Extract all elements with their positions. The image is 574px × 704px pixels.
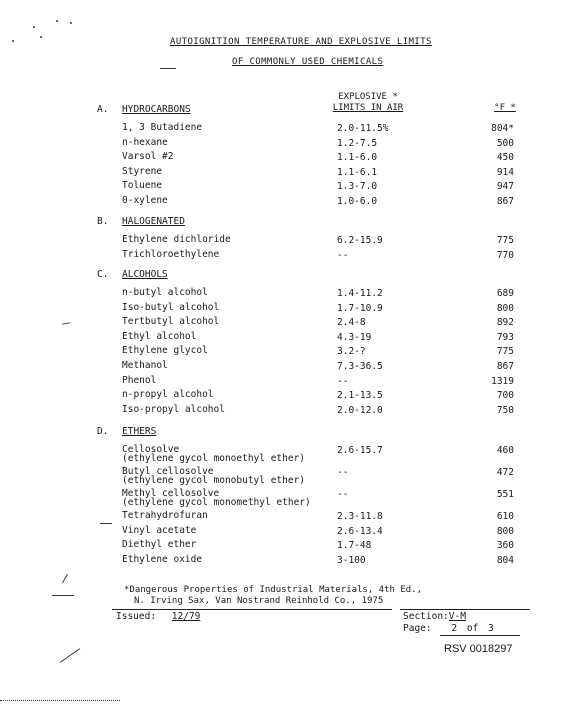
chemical-name: 0-xylene: [122, 195, 168, 206]
chemical-name: Ethyl alcohol: [122, 330, 197, 342]
autoignition-temp: 892: [496, 317, 514, 329]
autoignition-temp: 1319: [491, 375, 514, 387]
page-field-rule: [440, 635, 520, 636]
chemical-name: Ethylene oxide: [122, 553, 203, 565]
scan-speck: [12, 40, 14, 42]
section-field: [403, 611, 466, 622]
autoignition-temp: 500: [496, 137, 514, 149]
scan-speck: [70, 22, 72, 24]
chemical-name: Diethyl ether: [122, 539, 197, 551]
limits-column-header: [322, 92, 414, 114]
footnote-line2: N. Irving Sax, Van Nostrand Reinhold Co., 1975: [134, 596, 384, 606]
explosive-limits: --: [337, 489, 349, 500]
section-label: Section:: [403, 611, 449, 622]
explosive-limits: 1.3-7.0: [337, 181, 378, 193]
autoignition-temp: 770: [496, 249, 514, 261]
autoignition-temp: 804: [496, 554, 514, 566]
chemical-name: Toluene: [122, 180, 163, 192]
section-value: V-M: [448, 611, 466, 622]
autoignition-temp: 793: [496, 331, 514, 343]
chemical-name: Iso-butyl alcohol: [122, 301, 220, 313]
scan-mark: [160, 68, 176, 69]
explosive-limits: 1.7-48: [337, 540, 372, 552]
chemical-name: Iso-propyl alcohol: [122, 403, 225, 415]
chemical-name: Ethylene glycol: [122, 345, 208, 357]
document-title: AUTOIGNITION TEMPERATURE AND EXPLOSIVE LIMITS: [170, 37, 432, 47]
chemical-name: Methanol: [122, 360, 168, 371]
document-subtitle: OF COMMONLY USED CHEMICALS: [232, 57, 384, 67]
section-letter: C.: [97, 269, 109, 280]
scan-mark: [60, 648, 80, 663]
explosive-limits: 7.3-36.5: [337, 361, 383, 372]
autoignition-temp: 800: [496, 302, 514, 314]
explosive-limits: 2.3-11.8: [337, 511, 383, 522]
limits-header-line2: LIMITS IN AIR: [332, 103, 404, 113]
chemical-name: Trichloroethylene: [122, 248, 220, 260]
explosive-limits: --: [337, 375, 349, 387]
issued-field: [116, 611, 218, 622]
autoignition-temp: 775: [496, 346, 514, 358]
chemical-name: 1, 3 Butadiene: [122, 122, 203, 133]
chemical-name: Ethylene dichloride: [122, 234, 231, 245]
autoignition-temp: 551: [496, 489, 514, 500]
explosive-limits: 2.0-11.5%: [337, 123, 389, 134]
autoignition-temp: 867: [496, 196, 514, 207]
page-number: 2: [451, 623, 458, 634]
chemical-name: Cellosolve: [122, 444, 180, 455]
explosive-limits: 2.4-8: [337, 317, 366, 329]
chemical-name: Vinyl acetate: [122, 524, 197, 536]
autoignition-temp: 610: [496, 511, 514, 522]
explosive-limits: --: [337, 467, 349, 478]
scan-speck: [33, 26, 35, 28]
section-heading: ALCOHOLS: [122, 269, 168, 280]
explosive-limits: 1.1-6.1: [337, 166, 378, 178]
chemical-name: Butyl cellosolve: [122, 466, 214, 477]
autoignition-temp: 460: [496, 445, 514, 456]
chemical-name: Tertbutyl alcohol: [122, 316, 220, 328]
page-label: Page:: [403, 623, 432, 634]
autoignition-temp: 360: [496, 540, 514, 552]
autoignition-temp: 689: [496, 288, 514, 299]
autoignition-temp: 700: [496, 390, 514, 402]
footnote-line1: *Dangerous Properties of Industrial Materials, 4th Ed.,: [124, 585, 423, 595]
issued-value: 12/79: [171, 611, 201, 622]
limits-header-line1: EXPLOSIVE *: [338, 92, 398, 102]
autoignition-temp: 867: [496, 361, 514, 372]
chemical-name: Varsol #2: [122, 151, 174, 163]
footnote: [124, 585, 422, 607]
footer-rule-right: [400, 609, 530, 610]
page-of: of: [466, 623, 479, 634]
section-heading: ETHERS: [122, 426, 157, 437]
issued-label: Issued:: [116, 611, 157, 622]
explosive-limits: 2.6-13.4: [337, 525, 383, 537]
explosive-limits: 1.4-11.2: [337, 288, 383, 299]
autoignition-temp: 914: [496, 166, 514, 178]
footer-rule-left: [112, 609, 392, 610]
scan-speck: [40, 36, 42, 38]
scan-mark: [62, 322, 70, 324]
explosive-limits: 1.1-6.0: [337, 152, 378, 164]
page-total: 3: [488, 623, 494, 634]
scan-mark: [52, 595, 74, 596]
autoignition-temp: 472: [496, 467, 514, 478]
explosive-limits: --: [337, 249, 349, 261]
scan-mark: [0, 700, 120, 701]
autoignition-temp: 800: [496, 525, 514, 537]
scan-mark: [62, 574, 68, 583]
section-heading: HALOGENATED: [122, 216, 185, 227]
chemical-name: Tetrahydrofuran: [122, 510, 208, 521]
autoignition-temp: 750: [496, 404, 514, 416]
explosive-limits: 1.7-10.9: [337, 302, 383, 314]
chemical-synonym: (ethylene gycol monobutyl ether): [122, 475, 306, 486]
explosive-limits: 4.3-19: [337, 331, 372, 343]
chemical-synonym: (ethylene gycol monoethyl ether): [122, 453, 306, 464]
chemical-synonym: (ethylene gycol monomethyl ether): [122, 497, 311, 508]
explosive-limits: 2.0-12.0: [337, 404, 383, 416]
chemical-name: n-butyl alcohol: [122, 287, 208, 298]
explosive-limits: 2.1-13.5: [337, 390, 383, 402]
chemical-name: Styrene: [122, 165, 163, 177]
autoignition-temp: 450: [496, 152, 514, 164]
autoignition-temp: 947: [496, 181, 514, 193]
explosive-limits: 2.6-15.7: [337, 445, 383, 456]
section-heading: HYDROCARBONS: [122, 104, 191, 115]
section-letter: D.: [97, 426, 109, 437]
chemical-name: Phenol: [122, 374, 157, 386]
explosive-limits: 3-100: [337, 554, 366, 566]
autoignition-temp: 804*: [491, 123, 514, 134]
scan-speck: [56, 20, 58, 22]
section-letter: A.: [97, 104, 109, 115]
scan-mark: [100, 523, 112, 524]
temperature-column-header: °F *: [494, 103, 516, 113]
autoignition-temp: 775: [496, 235, 514, 246]
explosive-limits: 1.0-6.0: [337, 196, 378, 207]
document-number: RSV 0018297: [444, 643, 513, 655]
section-letter: B.: [97, 216, 109, 227]
chemical-name: Methyl cellosolve: [122, 488, 220, 499]
chemical-name: n-hexane: [122, 136, 168, 148]
explosive-limits: 3.2-?: [337, 346, 366, 358]
explosive-limits: 6.2-15.9: [337, 235, 383, 246]
explosive-limits: 1.2-7.5: [337, 137, 378, 149]
page-field: [403, 623, 494, 634]
chemical-name: n-propyl alcohol: [122, 389, 214, 401]
